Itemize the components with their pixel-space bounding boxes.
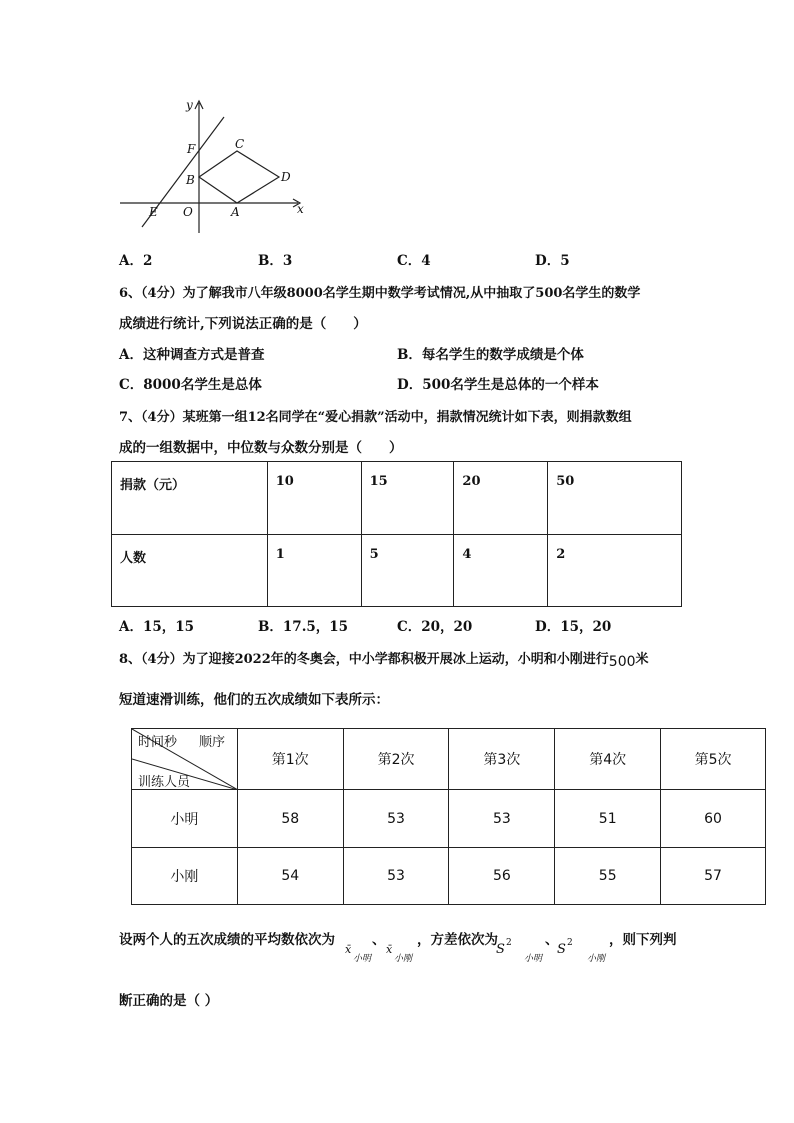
diagonal-header-cell [132, 729, 238, 790]
table-header-cell: 第4次 [555, 729, 661, 790]
q7-option-c: C．20，20 [397, 619, 473, 635]
table-header-cell: 第3次 [449, 729, 555, 790]
s-sq-ming: 2 [506, 938, 512, 948]
q8-sep: 、 [372, 932, 386, 948]
s-sq-gang: 2 [567, 938, 573, 948]
q6-option-c: C．8000名学生是总体 [119, 377, 262, 393]
q8-stem-line3-c: ，则下列判 [609, 932, 677, 948]
s-symbol-ming: S [496, 942, 505, 957]
q5-option-a: A．2 [119, 253, 153, 269]
q8-stem-line1 [119, 648, 649, 670]
table-cell: 1 [267, 534, 361, 607]
s-symbol-gang: S [557, 942, 566, 957]
table-cell: 57 [661, 848, 766, 905]
q7-option-d: D．15，20 [535, 619, 612, 635]
table-cell: 2 [548, 534, 682, 607]
label-F: F [187, 142, 196, 156]
donation-table [111, 461, 682, 607]
table-cell: 55 [555, 848, 661, 905]
table-cell: 53 [343, 790, 449, 848]
corner-label-order: 顺序 [199, 735, 226, 750]
label-y: y [186, 98, 193, 112]
coordinate-figure [110, 95, 310, 245]
table-row [112, 462, 682, 535]
table-header-row [132, 729, 766, 790]
corner-label-trainee: 训练人员 [138, 775, 191, 790]
table-cell: 10 [267, 462, 361, 535]
xbar-symbol-gang: x̄ [386, 943, 393, 956]
table-cell: 50 [548, 462, 682, 535]
q7-option-b: B．17.5，15 [258, 619, 349, 635]
s-sub-ming: 小明 [524, 954, 543, 964]
table-cell: 60 [661, 790, 766, 848]
table-header-cell: 第1次 [237, 729, 343, 790]
table-header-cell: 第5次 [661, 729, 766, 790]
q8-stem-line3-a: 设两个人的五次成绩的平均数依次为 [119, 932, 335, 948]
label-C: C [235, 137, 245, 151]
q8-distance-value: 500 [608, 654, 636, 670]
table-cell: 54 [237, 848, 343, 905]
table-cell: 15 [361, 462, 454, 535]
label-x: x [297, 202, 304, 216]
q6-option-d: D．500名学生是总体的一个样本 [397, 377, 599, 393]
table-cell: 53 [343, 848, 449, 905]
skating-table [131, 728, 766, 905]
xbar-sub-gang: 小刚 [394, 954, 413, 964]
q7-stem-line2: 成的一组数据中，中位数与众数分别是（ ） [119, 440, 403, 456]
table-row [132, 848, 766, 905]
q8-stem-text-a: 8、（4分）为了迎接2022年的冬奥会，中小学都积极开展冰上运动，小明和小刚进行 [119, 652, 609, 667]
label-B: B [186, 173, 195, 187]
q6-stem-line1: 6、（4分）为了解我市八年级8000名学生期中数学考试情况,从中抽取了500名学生的数学 [119, 286, 641, 301]
q8-stem-line3-b: ，方差依次为 [417, 932, 498, 948]
q6-option-a: A．这种调查方式是普查 [119, 347, 265, 363]
table-cell: 56 [449, 848, 555, 905]
label-A: A [231, 205, 240, 219]
q5-option-c: C．4 [397, 253, 431, 269]
table-cell: 人数 [112, 534, 268, 607]
table-cell: 20 [454, 462, 548, 535]
q8-sep-2: 、 [545, 932, 559, 948]
label-D: D [281, 170, 291, 184]
table-row-label: 小刚 [132, 848, 238, 905]
label-E: E [149, 205, 158, 219]
table-header-cell: 第2次 [343, 729, 449, 790]
q8-stem-line2: 短道速滑训练，他们的五次成绩如下表所示： [119, 692, 389, 708]
xbar-sub-ming: 小明 [353, 954, 372, 964]
table-cell: 5 [361, 534, 454, 607]
xbar-symbol-ming: x̄ [345, 943, 352, 956]
q7-option-a: A．15，15 [119, 619, 195, 635]
table-cell: 53 [449, 790, 555, 848]
label-O: O [183, 205, 193, 219]
table-row-label: 小明 [132, 790, 238, 848]
corner-label-time: 时间秒 [138, 735, 178, 750]
q8-stem-text-b: 米 [635, 652, 649, 667]
table-cell: 58 [237, 790, 343, 848]
table-cell: 4 [454, 534, 548, 607]
s-sub-gang: 小刚 [587, 954, 606, 964]
table-row [112, 534, 682, 607]
table-row [132, 790, 766, 848]
q5-option-b: B．3 [258, 253, 293, 269]
q5-option-d: D．5 [535, 253, 570, 269]
table-cell: 51 [555, 790, 661, 848]
q8-stem-line4: 断正确的是（ ） [119, 993, 219, 1009]
q6-stem-line2: 成绩进行统计,下列说法正确的是（ ） [119, 316, 367, 332]
q6-option-b: B．每名学生的数学成绩是个体 [397, 347, 584, 363]
q7-stem-line1: 7、（4分）某班第一组12名同学在“爱心捐款”活动中，捐款情况统计如下表，则捐款数组 [119, 410, 632, 425]
rhombus-ABCD [199, 151, 279, 203]
table-cell: 捐款（元） [112, 462, 268, 535]
